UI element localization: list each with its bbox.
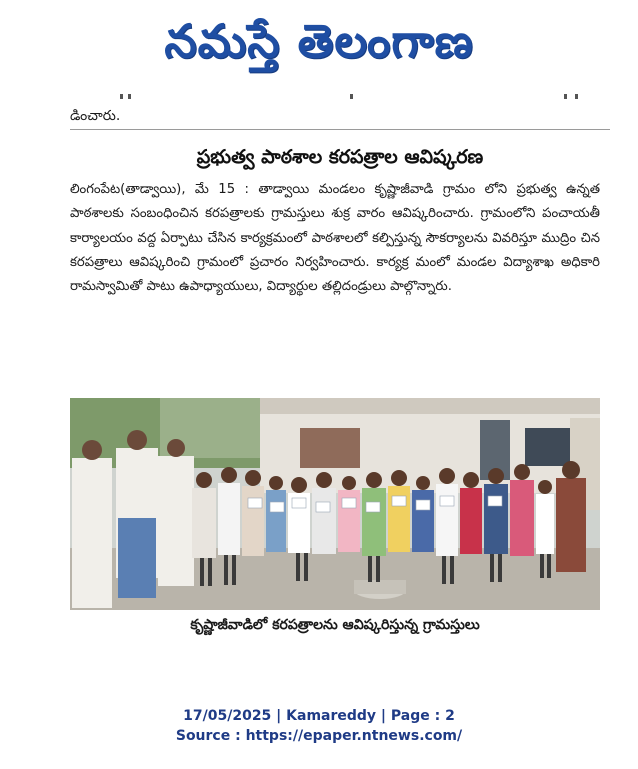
top-divider bbox=[70, 129, 610, 130]
newspaper-masthead bbox=[0, 6, 638, 76]
photo-caption: కృష్ణాజీవాడిలో కరపత్రాలను ఆవిష్కరిస్తున్న గ్రామస్తులు bbox=[190, 617, 480, 633]
edition-line: 17/05/2025 | Kamareddy | Page : 2 bbox=[183, 708, 455, 724]
article-headline: ప్రభుత్వ పాఠశాల కరపత్రాల ఆవిష్కరణ bbox=[196, 146, 484, 168]
newspaper-clipping bbox=[70, 92, 610, 662]
cropped-text-remnant bbox=[70, 94, 610, 102]
group-photo-illustration bbox=[70, 398, 600, 610]
source-url-line[interactable]: Source : https://epaper.ntnews.com/ bbox=[175, 728, 463, 744]
previous-article-fragment bbox=[70, 92, 610, 132]
article-photo bbox=[70, 398, 600, 610]
masthead-title: నమస్తే తెలంగాణ bbox=[164, 14, 474, 68]
source-footer bbox=[0, 706, 638, 746]
article-body: లింగంపేట(తాడ్వాయి), మే 15 : తాడ్వాయి మండలం కృష్ణాజీవాడి గ్రామం లోని ప్రభుత్వ ఉన్నత పాఠశాలకు సంబంధించిన కరపత్రాలకు గ్రామస్తులు శుక్ర వారం ఆవిష్కరించారు. గ్రామంలోని పంచాయతీ కార్యాలయం వద్ద ఏర్పాటు చేసిన కార్యక్రమంలో పాఠశాలలో కల్పిస్తున్న సౌకర్యాలను వివరిస్తూ ముద్రిం చిన కరపత్రాలు ఆవిష్కరించి గ్రామంలో ప్రచారం నిర్వహించారు. కార్యక్ర మంలో మండల విద్యాశాఖ అధికారి రామస్వామితో పాటు ఉపాధ్యాయులు, విద్యార్థుల తల్లిదండ్రులు పాల్గొన్నారు. bbox=[70, 182, 600, 295]
previous-article-tail: డించారు. bbox=[70, 108, 121, 124]
